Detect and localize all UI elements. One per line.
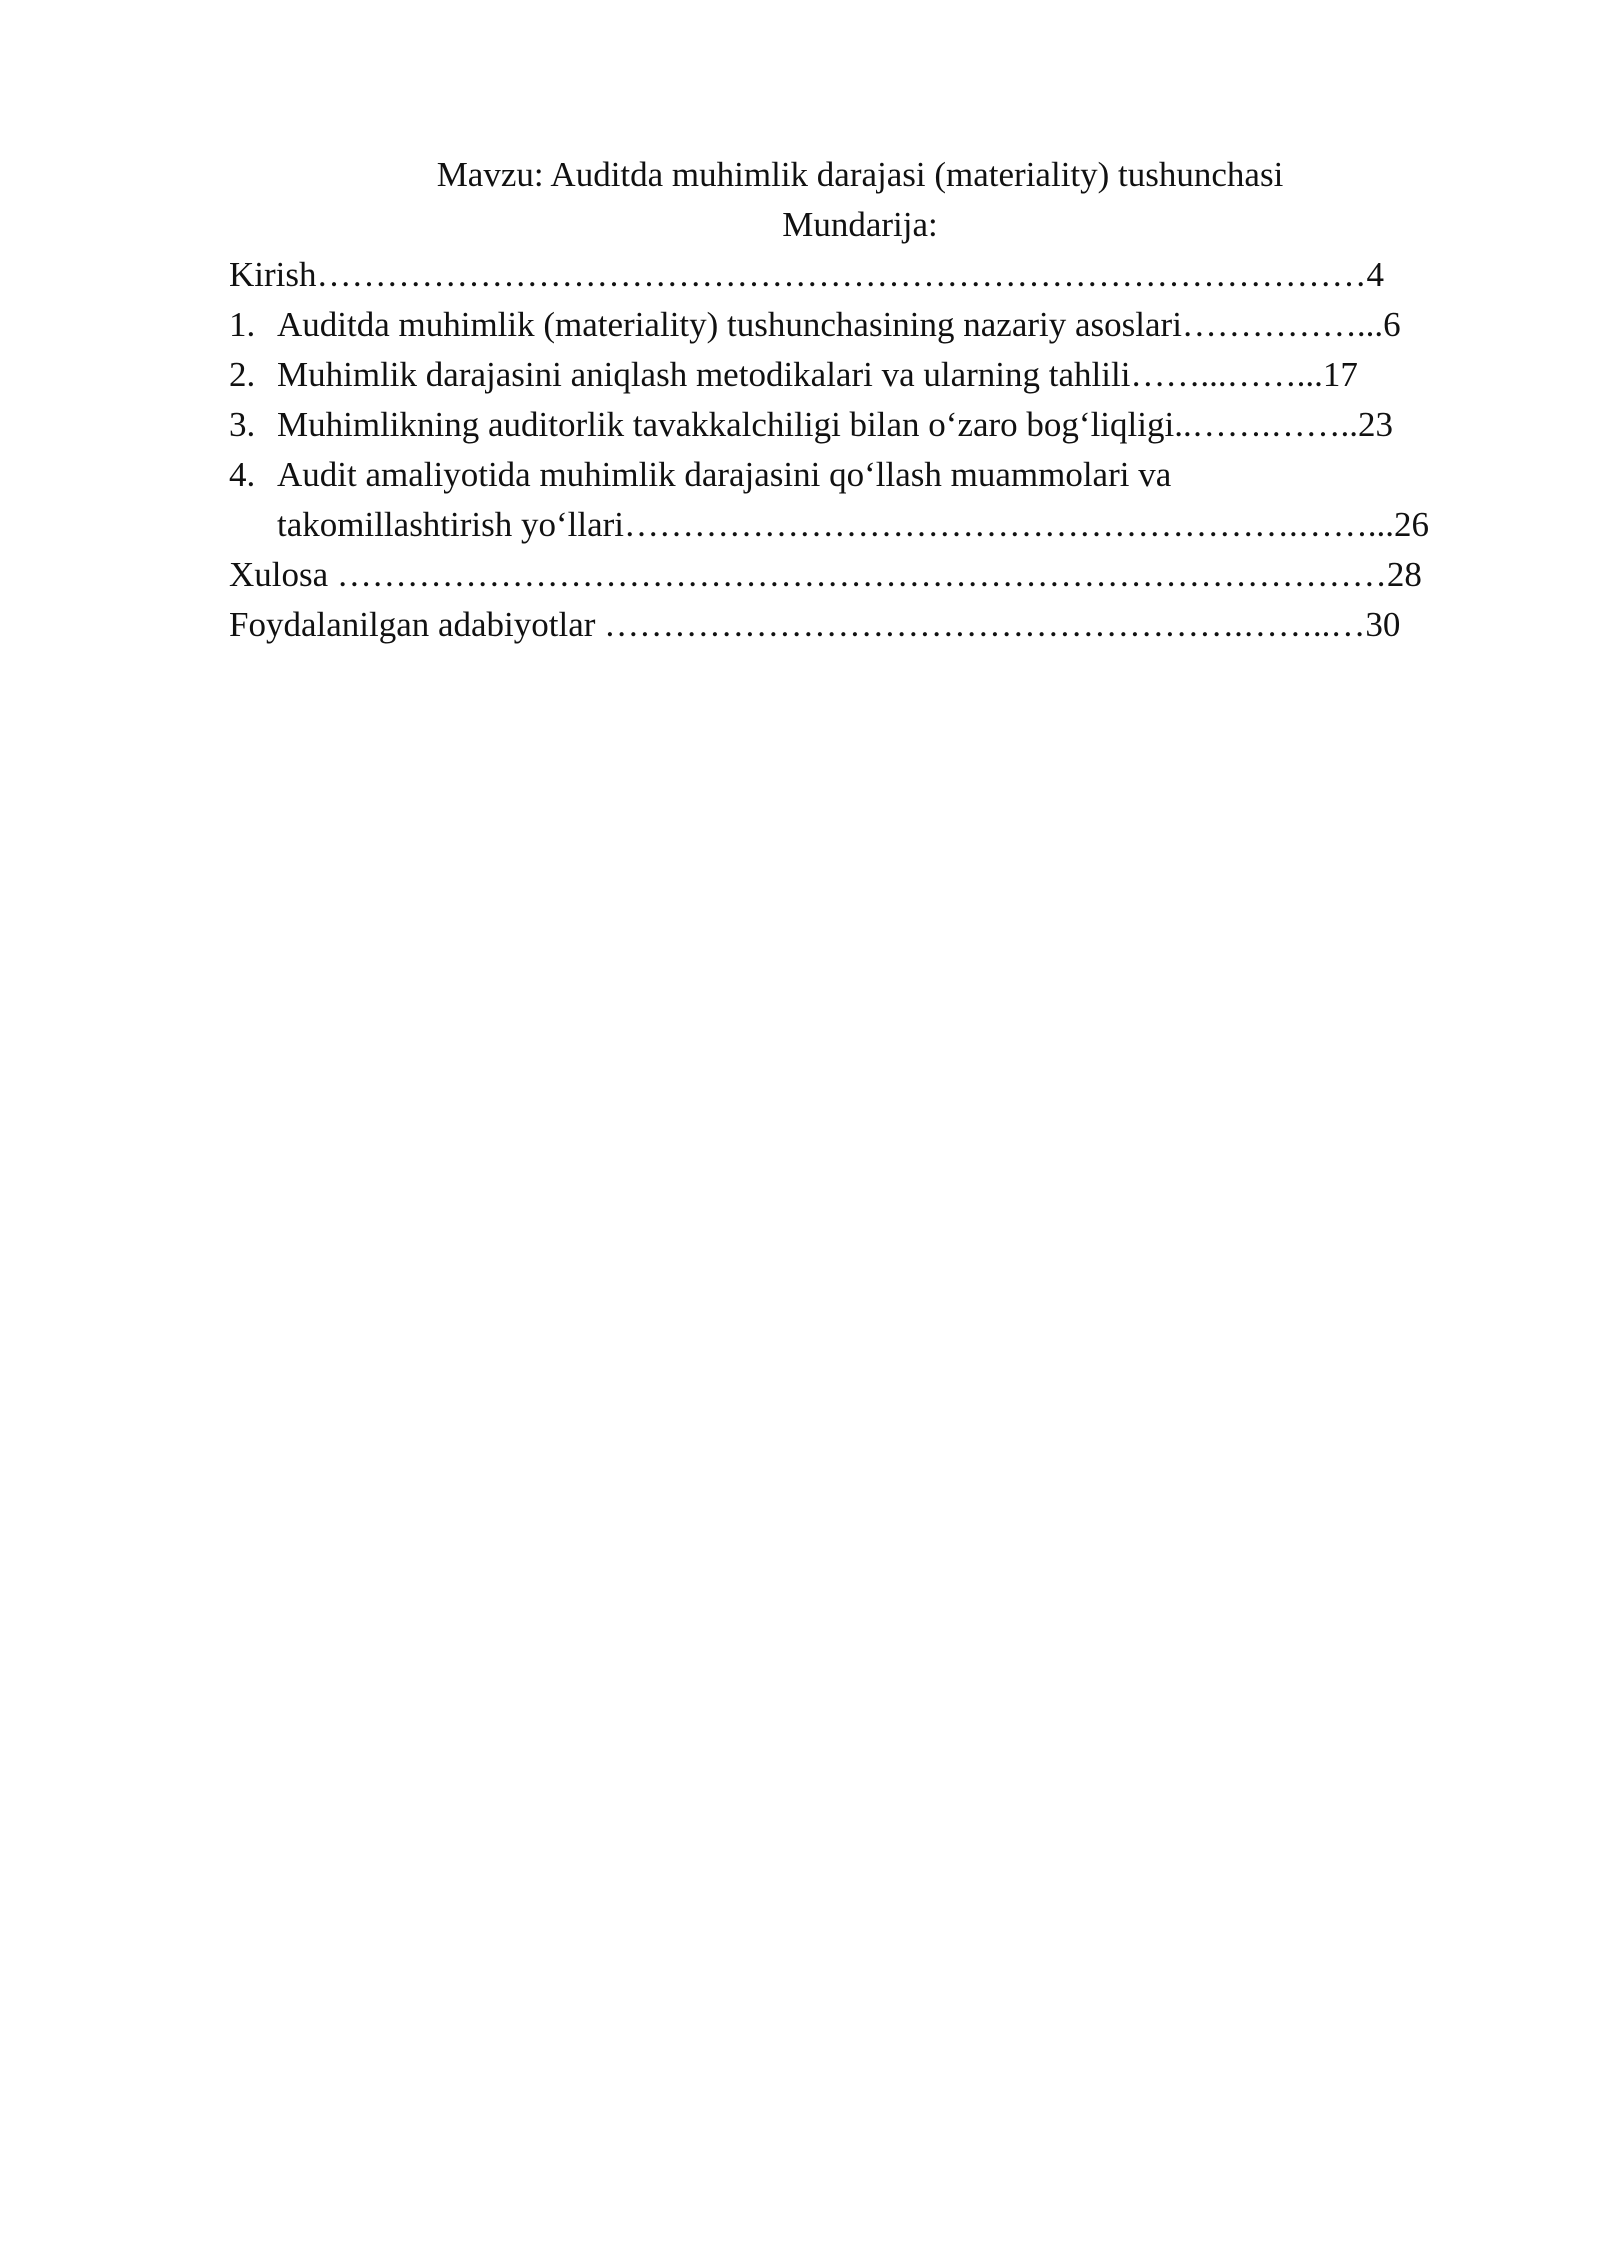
toc-entry-number: 4. [229,455,256,494]
document-topic: Mavzu: Auditda muhimlik darajasi (materiality) tushunchasi [436,155,1284,194]
toc-entry-number: 1. [229,305,256,344]
toc-entry-text: Auditda muhimlik (materiality) tushunchasining nazariy asoslari……………...6 [277,305,1401,344]
toc-entry-4-continuation: takomillashtirish yoʻllari………………………………………………….……...26 [277,505,1430,544]
toc-entry-text: Muhimlik darajasini aniqlash metodikalari va ularning tahlili……...……...17 [277,355,1358,394]
toc-entry-references: Foydalanilgan adabiyotlar ……………………………………………….……..…30 [229,605,1401,644]
toc-entry-number: 3. [229,405,256,444]
toc-entry-text: Muhimlikning auditorlik tavakkalchiligi bilan oʻzaro bogʻliqligi..…….……..23 [277,405,1393,444]
toc-entry-number: 2. [229,355,256,394]
toc-entry-conclusion: Xulosa ………………………………………………………………………………28 [229,555,1422,594]
toc-entry-intro: Kirish………………………………………………………………………………4 [229,255,1384,294]
toc-entry-text: Audit amaliyotida muhimlik darajasini qoʻllash muammolari va [277,455,1172,494]
toc-heading: Mundarija: [782,205,938,244]
